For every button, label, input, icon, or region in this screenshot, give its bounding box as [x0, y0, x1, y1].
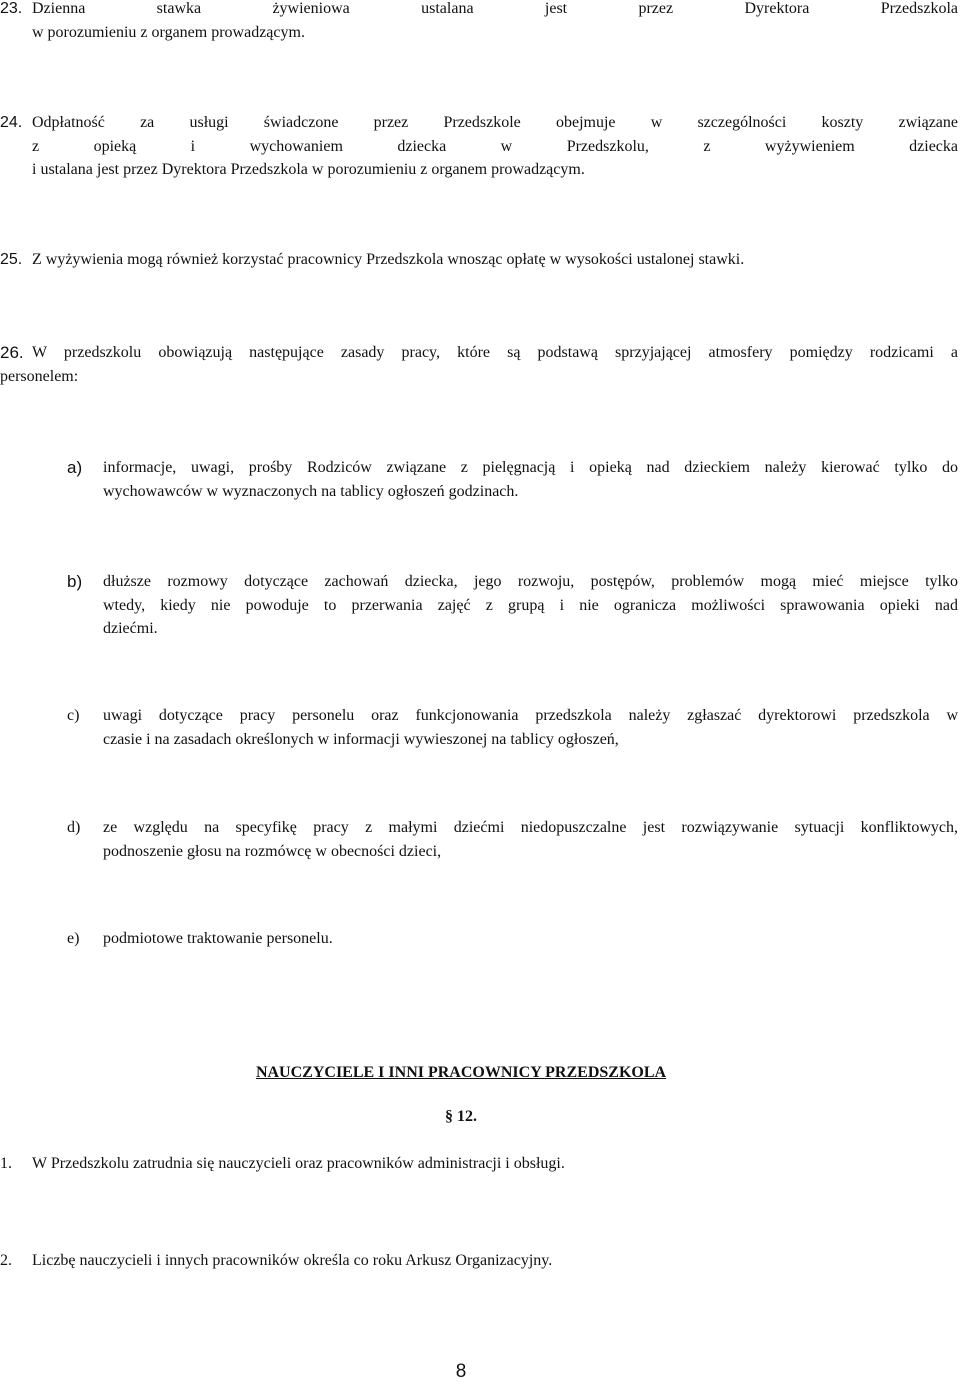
list-letter: e) [67, 930, 80, 947]
list-line: czasie i na zasadach określonych w informacji wywieszonej na tablicy ogłoszeń, [103, 730, 619, 748]
list-line: podnoszenie głosu na rozmówcę w obecności dzieci, [103, 842, 442, 860]
paragraph-24 [0, 111, 958, 182]
list-letter: c) [67, 707, 80, 724]
paragraph-26 [0, 341, 958, 388]
paragraph-line: i ustalana jest przez Dyrektora Przedszkola w porozumieniu z organem prowadzącym. [32, 161, 585, 178]
paragraph-line: w porozumieniu z organem prowadzącym. [32, 23, 305, 41]
paragraph-text: Liczbę nauczycieli i innych pracowników określa co roku Arkusz Organizacyjny. [32, 1252, 553, 1269]
paragraph-line: personelem: [0, 367, 79, 385]
list-letter: d) [67, 819, 81, 836]
list-item-b [0, 570, 958, 641]
list-line: ze względu na specyfikę pracy z małymi dziećmi niedopuszczalne jest rozwiązywanie sytuacji konfliktowych, [103, 819, 958, 836]
paragraph-number: 25. [0, 251, 23, 268]
paragraph-number: 26. [0, 343, 24, 362]
list-line: uwagi dotyczące pracy personelu oraz funkcjonowania przedszkola należy zgłaszać dyrektorowi przedszkola w [103, 707, 958, 724]
staff-item-2 [0, 1249, 958, 1273]
paragraph-number: 2. [0, 1252, 12, 1269]
paragraph-25 [0, 248, 958, 272]
paragraph-text: Z wyżywienia mogą również korzystać pracownicy Przedszkola wnosząc opłatę w wysokości ustalonej stawki. [32, 251, 745, 268]
list-item-e [0, 927, 958, 951]
paragraph-line: W przedszkolu obowiązują następujące zasady pracy, które są podstawą sprzyjającej atmosfery pomiędzy rodzicami a [32, 344, 958, 361]
paragraph-line: Dzienna stawka żywieniowa ustalana jest przez Dyrektora Przedszkola [32, 0, 958, 17]
list-line: podmiotowe traktowanie personelu. [103, 930, 333, 947]
paragraph-number: 1. [0, 1155, 12, 1172]
paragraph-number: 24. [0, 114, 23, 131]
section-heading: NAUCZYCIELE I INNI PRACOWNICY PRZEDSZKOLA [255, 1064, 667, 1081]
list-line: wychowawców w wyznaczonych na tablicy ogłoszeń godzinach. [103, 482, 519, 500]
list-line: informacje, uwagi, prośby Rodziców związane z pielęgnacją i opieką nad dzieckiem należy kierować tylko do [103, 459, 958, 476]
paragraph-text: W Przedszkolu zatrudnia się nauczycieli oraz pracowników administracji i obsługi. [32, 1155, 565, 1172]
page-number: 8 [455, 1361, 467, 1382]
list-item-d [0, 816, 958, 863]
paragraph-line: z opieką i wychowaniem dziecka w Przedszkolu, z wyżywieniem dziecka [32, 137, 958, 155]
list-line: dziećmi. [103, 620, 158, 637]
list-line: dłuższe rozmowy dotyczące zachowań dziecka, jego rozwoju, postępów, problemów mogą mieć miejsce tylko [103, 573, 958, 590]
list-item-c [0, 704, 958, 751]
list-letter: a) [67, 458, 83, 477]
staff-item-1 [0, 1152, 958, 1176]
paragraph-23 [0, 0, 958, 44]
list-item-a [0, 456, 958, 503]
paragraph-number: 23. [0, 0, 23, 17]
list-letter: b) [67, 572, 83, 591]
paragraph-line: Odpłatność za usługi świadczone przez Przedszkole obejmuje w szczególności koszty związane [32, 114, 958, 131]
list-line: wtedy, kiedy nie powoduje to przerwania zajęć z grupą i nie ogranicza możliwości sprawowania opieki nad [103, 596, 958, 614]
section-number: § 12. [445, 1108, 477, 1125]
